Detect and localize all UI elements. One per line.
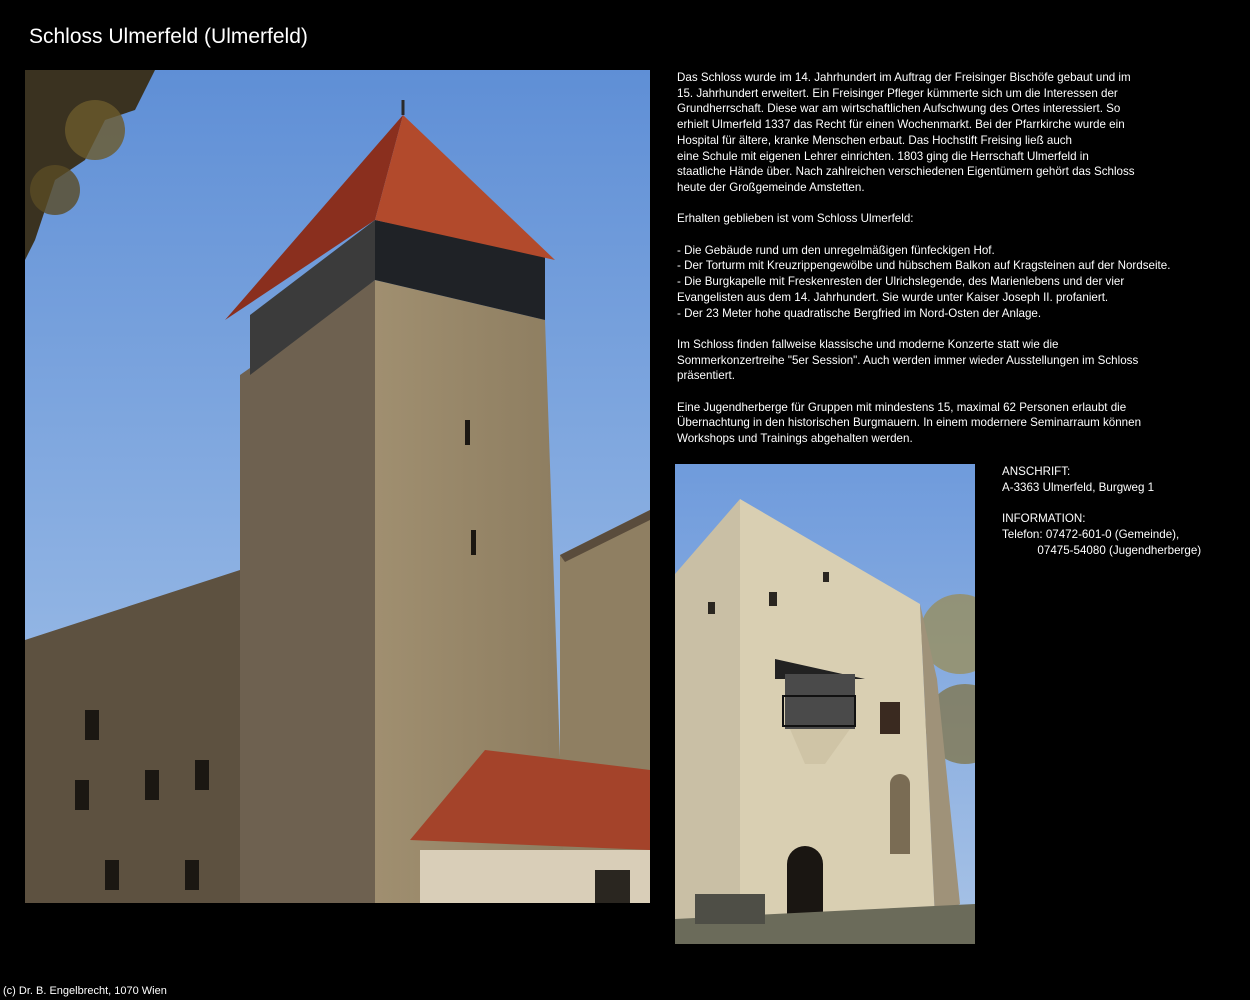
concerts-paragraph: Im Schloss finden fallweise klassische und moderne Konzerte statt wie die Sommerkonzertreihe "5er Session". Auch werden immer wieder Ausstellungen im Schloss präsentiert. xyxy=(677,337,1139,383)
preserved-intro: Erhalten geblieben ist vom Schloss Ulmerfeld: xyxy=(677,212,914,226)
castle-tower-photo xyxy=(25,70,650,903)
phone-line-2: 07475-54080 (Jugendherberge) xyxy=(1002,543,1202,557)
contact-info xyxy=(1002,464,1242,558)
info-label: INFORMATION: xyxy=(1002,512,1086,526)
address-label: ANSCHRIFT: xyxy=(1002,465,1071,478)
preserved-list xyxy=(677,243,1217,322)
phone-line-1: Telefon: 07472-601-0 (Gemeinde), xyxy=(1002,527,1180,541)
list-item: - Die Gebäude rund um den unregelmäßigen fünfeckigen Hof. xyxy=(677,243,995,257)
castle-description xyxy=(677,70,1217,463)
page-title: Schloss Ulmerfeld (Ulmerfeld) xyxy=(29,25,308,48)
history-paragraph: Das Schloss wurde im 14. Jahrhundert im Auftrag der Freisinger Bischöfe gebaut und im 15. Jahrhundert erweitert. Ein Freisinger Pfleger kümmerte sich um die Interessen der Grundherrschaft. Diese war am wirtschaftlichen Aufschwung des Ortes interessiert. So erhielt Ulmerfeld 1337 das Recht für einen Wochenmarkt. Bei der Pfarrkirche wurde ein Hospital für ältere, kranke Menschen erbaut. Das Hochstift Freising ließ auch eine Schule mit eigenen Lehrer einrichten. 1803 ging die Herrschaft Ulmerfeld in staatliche Hände über. Nach zahlreichen verschiedenen Eigentümern gehört das Schloss heute der Großgemeinde Amstetten. xyxy=(677,71,1135,194)
list-item: - Der Torturm mit Kreuzrippengewölbe und hübschem Balkon auf Kragsteinen auf der Nordseite. xyxy=(677,259,1171,273)
list-item: - Die Burgkapelle mit Freskenresten der Ulrichslegende, des Marienlebens und der vier Evangelisten aus dem 14. Jahrhundert. Sie wurde unter Kaiser Joseph II. profaniert. xyxy=(677,275,1125,304)
castle-keep-photo xyxy=(675,464,975,944)
copyright-notice: (c) Dr. B. Engelbrecht, 1070 Wien xyxy=(3,985,167,997)
address: A-3363 Ulmerfeld, Burgweg 1 xyxy=(1002,480,1155,494)
hostel-paragraph: Eine Jugendherberge für Gruppen mit mindestens 15, maximal 62 Personen erlaubt die Übernachtung in den historischen Burgmauern. In einem modernere Seminarraum können Workshops und Trainings abgehalten werden. xyxy=(677,400,1142,446)
list-item: - Der 23 Meter hohe quadratische Bergfried im Nord-Osten der Anlage. xyxy=(677,306,1042,320)
